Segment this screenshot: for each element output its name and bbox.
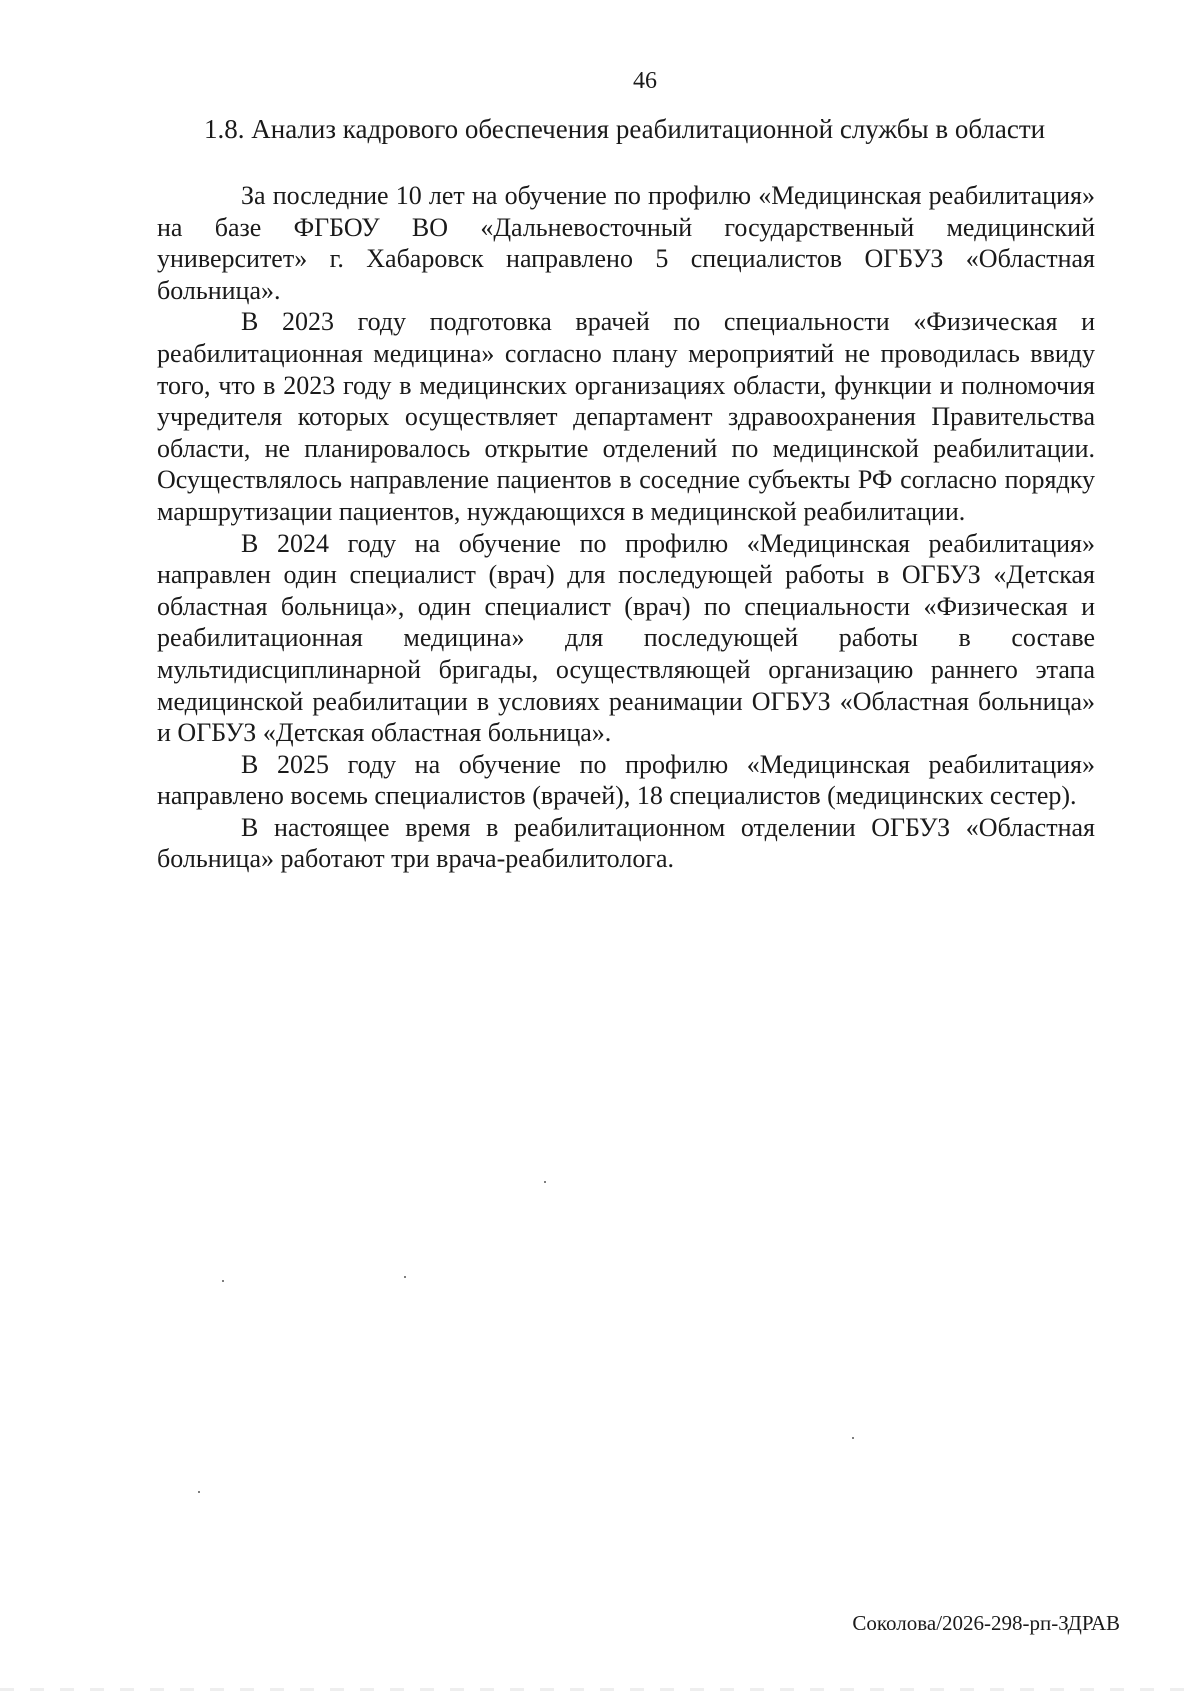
scan-speck	[544, 1181, 546, 1183]
paragraph-2024: В 2024 году на обучение по профилю «Медицинская реабилитация» направлен один специалист (врач) для последующей работы в ОГБУЗ «Детская областная больница», один специалист (врач) по специальности «Физическая и реабилитационная медицина» для последующей работы в составе мультидисциплинарной бригады, осуществляющей организацию раннего этапа медицинской реабилитации в условиях реанимации ОГБУЗ «Областная больница» и ОГБУЗ «Детская областная больница».	[157, 528, 1095, 748]
page-number: 46	[633, 68, 657, 94]
paragraph-2023: В 2023 году подготовка врачей по специальности «Физическая и реабилитационная медицина» согласно плану мероприятий не проводилась ввиду того, что в 2023 году в медицинских организациях области, функции и полномочия учредителя которых осуществляет департамент здравоохранения Правительства области, не планировалось открытие отделений по медицинской реабилитации. Осуществлялось направление пациентов в соседние субъекты РФ согласно порядку маршрутизации пациентов, нуждающихся в медицинской реабилитации.	[157, 307, 1095, 526]
scan-speck	[222, 1280, 224, 1282]
paragraph-2025: В 2025 году на обучение по профилю «Медицинская реабилитация» направлено восемь специалистов (врачей), 18 специалистов (медицинских сестер).	[157, 749, 1095, 811]
scan-speck	[404, 1276, 406, 1278]
scan-speck	[198, 1491, 200, 1493]
body-text	[157, 180, 1095, 875]
scan-speck	[852, 1437, 854, 1439]
footer-document-code: Соколова/2026-298-рп-ЗДРАВ	[852, 1611, 1120, 1635]
paragraph-training-10-years: За последние 10 лет на обучение по профилю «Медицинская реабилитация» на базе ФГБОУ ВО «Дальневосточный государственный медицинский университет» г. Хабаровск направлено 5 специалистов ОГБУЗ «Областная больница».	[157, 181, 1095, 305]
paragraph-current-staff: В настоящее время в реабилитационном отделении ОГБУЗ «Областная больница» работают три врача-реабилитолога.	[157, 812, 1095, 874]
scan-bottom-edge	[0, 1688, 1200, 1691]
section-title: 1.8. Анализ кадрового обеспечения реабилитационной службы в области	[204, 114, 1046, 144]
